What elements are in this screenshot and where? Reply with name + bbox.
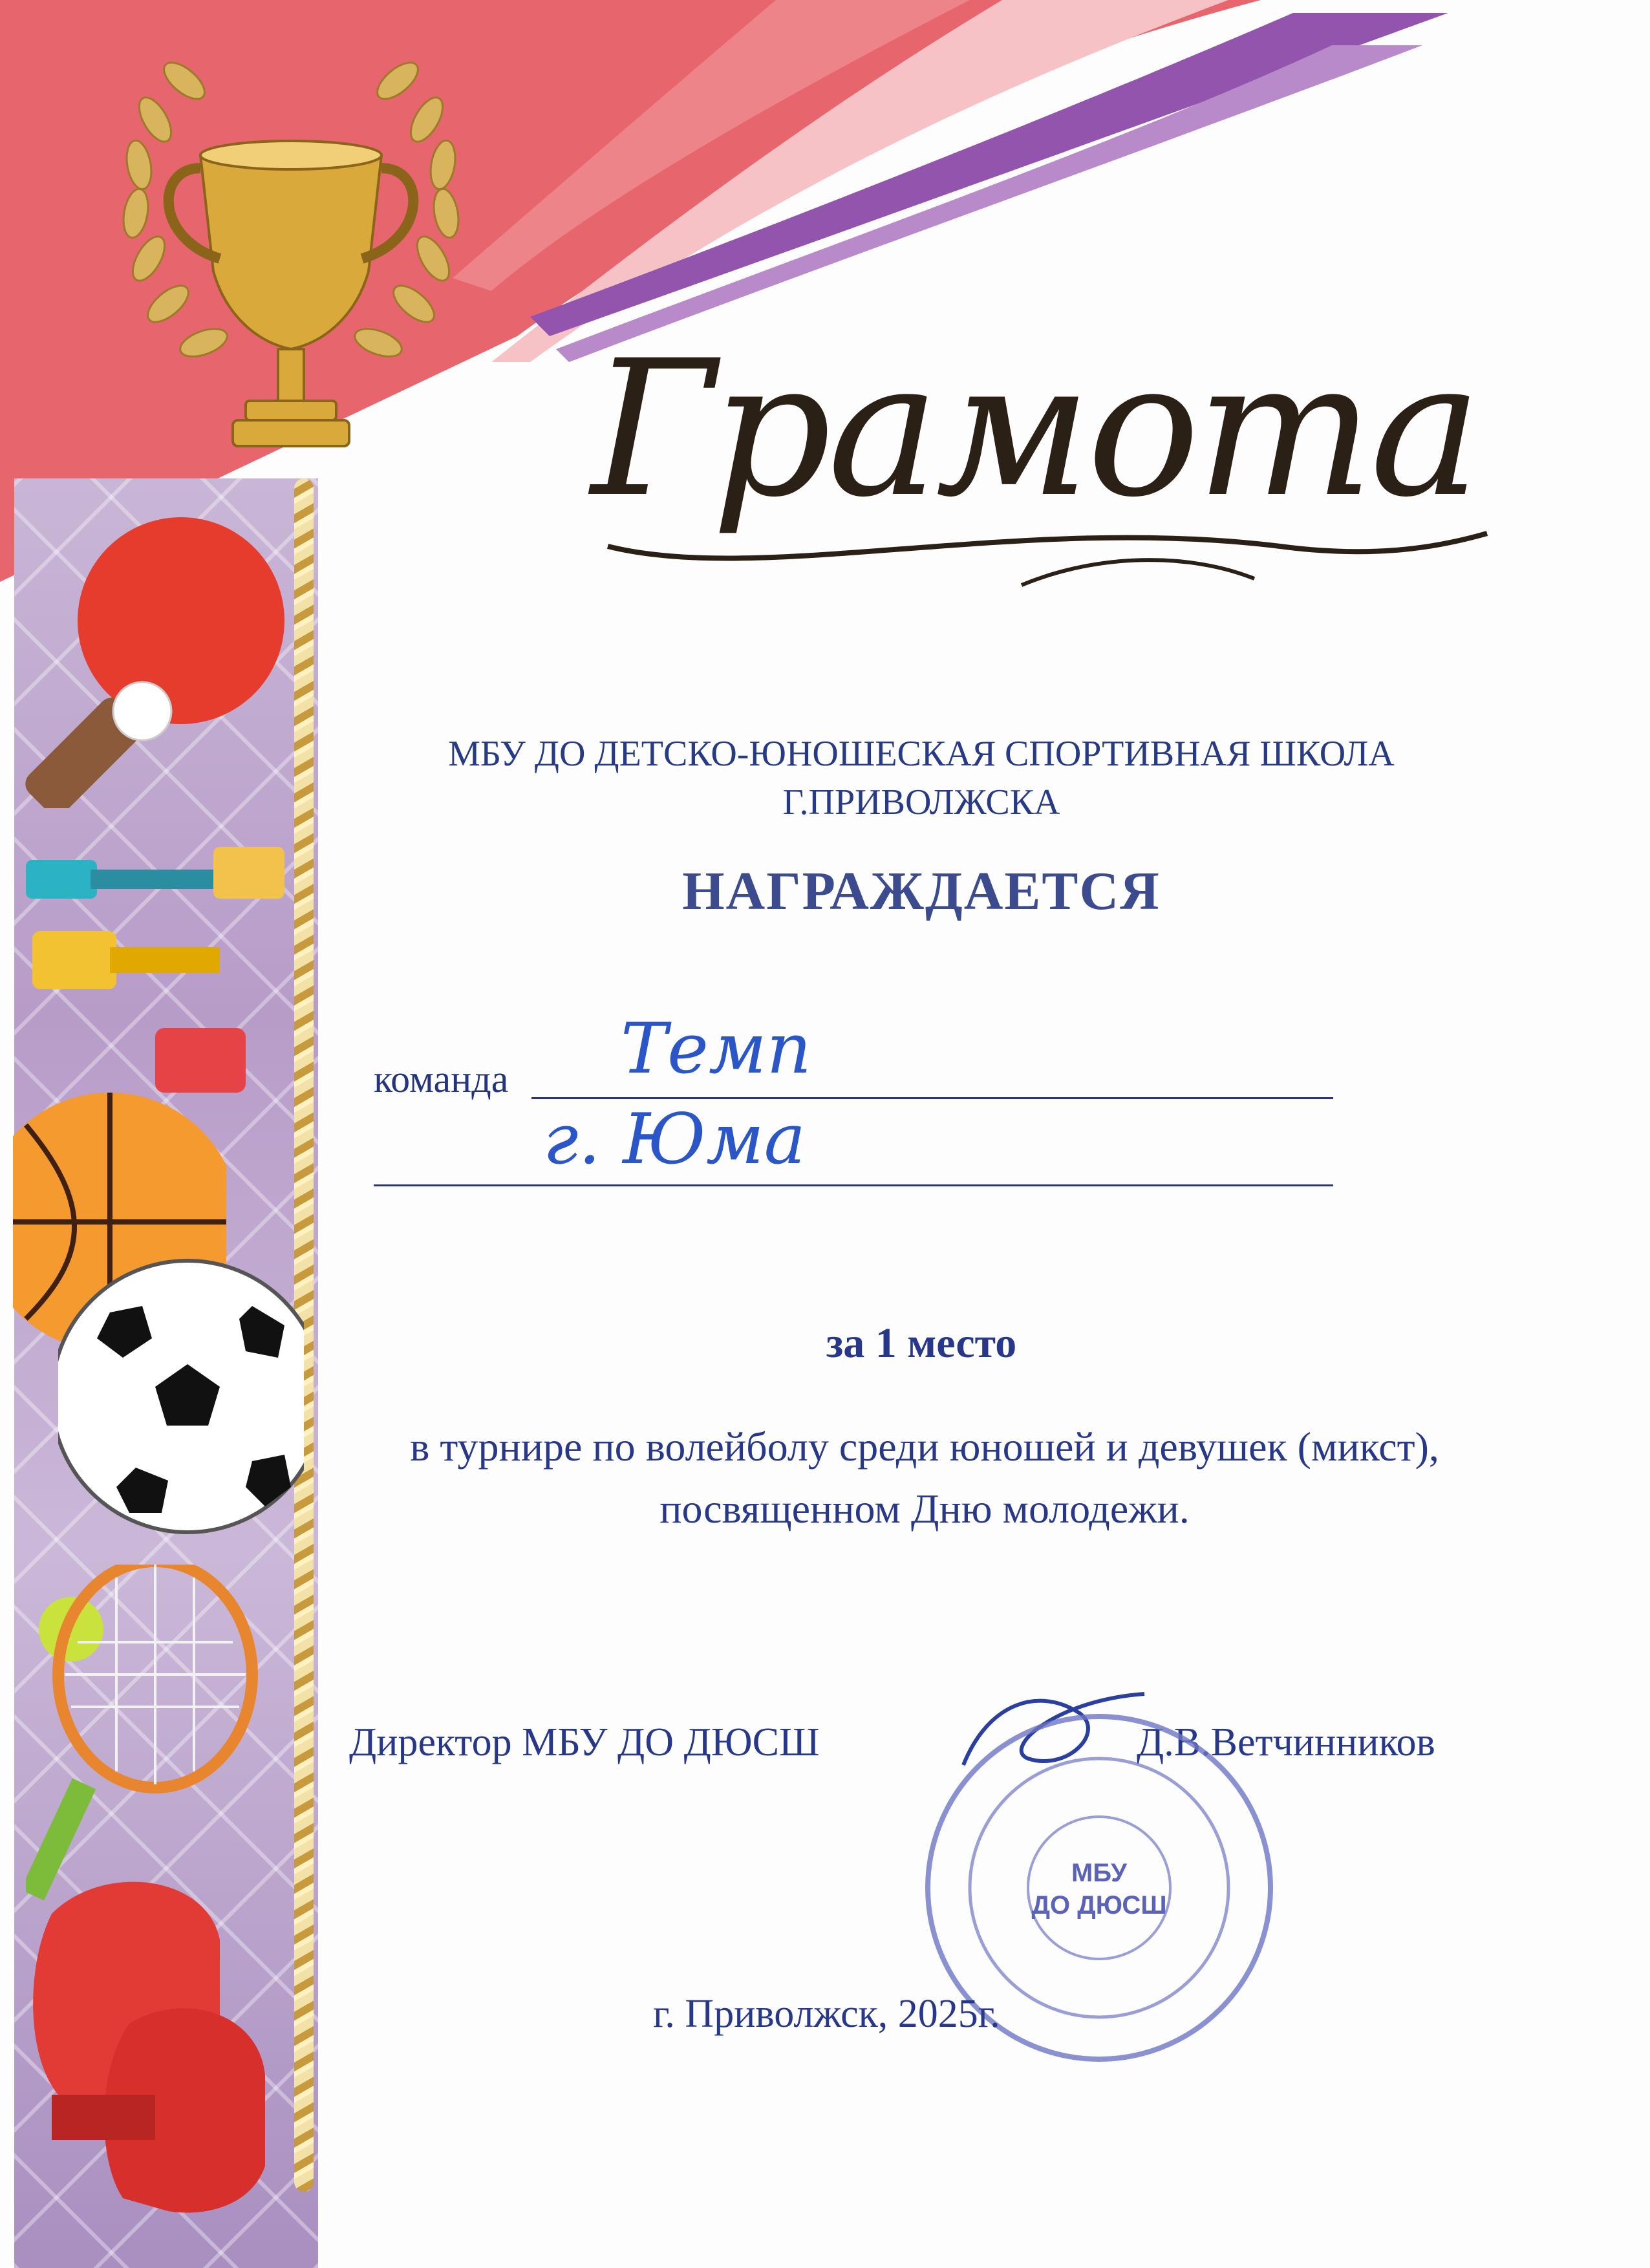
city-underline [374,1184,1333,1186]
organization-name-line2: Г.ПРИВОЛЖСКА [782,782,1060,822]
ping-pong-paddle-icon [19,517,297,808]
boxing-glove-icon [13,1862,284,2224]
title-flourish [569,508,1500,598]
tournament-description [310,1416,1539,1540]
organization-name-line1: МБУ ДО ДЕТСКО-ЮНОШЕСКАЯ СПОРТИВНАЯ ШКОЛА [448,734,1395,774]
certificate-title: Грамота [569,294,1500,585]
dumbbell-icon [13,834,304,1106]
city-year: г. Приволжск, 2025г. [653,1992,1000,2036]
stamp-center-line2: ДО ДЮСШ [1031,1891,1167,1920]
description-line2: посвященном Дню молодежи. [659,1486,1190,1532]
team-city-handwritten: г. Юма [543,1099,806,1180]
soccer-ball-icon [58,1248,304,1545]
place-text: за 1 место [826,1320,1017,1367]
stamp-center-line1: МБУ [1071,1859,1127,1887]
tennis-racket-icon [26,1565,284,1901]
team-label: команда [374,1058,509,1100]
signatory-title: Директор МБУ ДО ДЮСШ [349,1720,820,1764]
signatory-name: Д.В.Ветчинников [1137,1720,1435,1764]
team-name-handwritten: Темп [621,1009,812,1089]
awarded-heading: НАГРАЖДАЕТСЯ [682,861,1161,921]
description-line1: в турнире по волейболу среди юношей и девушек (микст), [410,1424,1439,1470]
trophy-icon [58,26,524,491]
